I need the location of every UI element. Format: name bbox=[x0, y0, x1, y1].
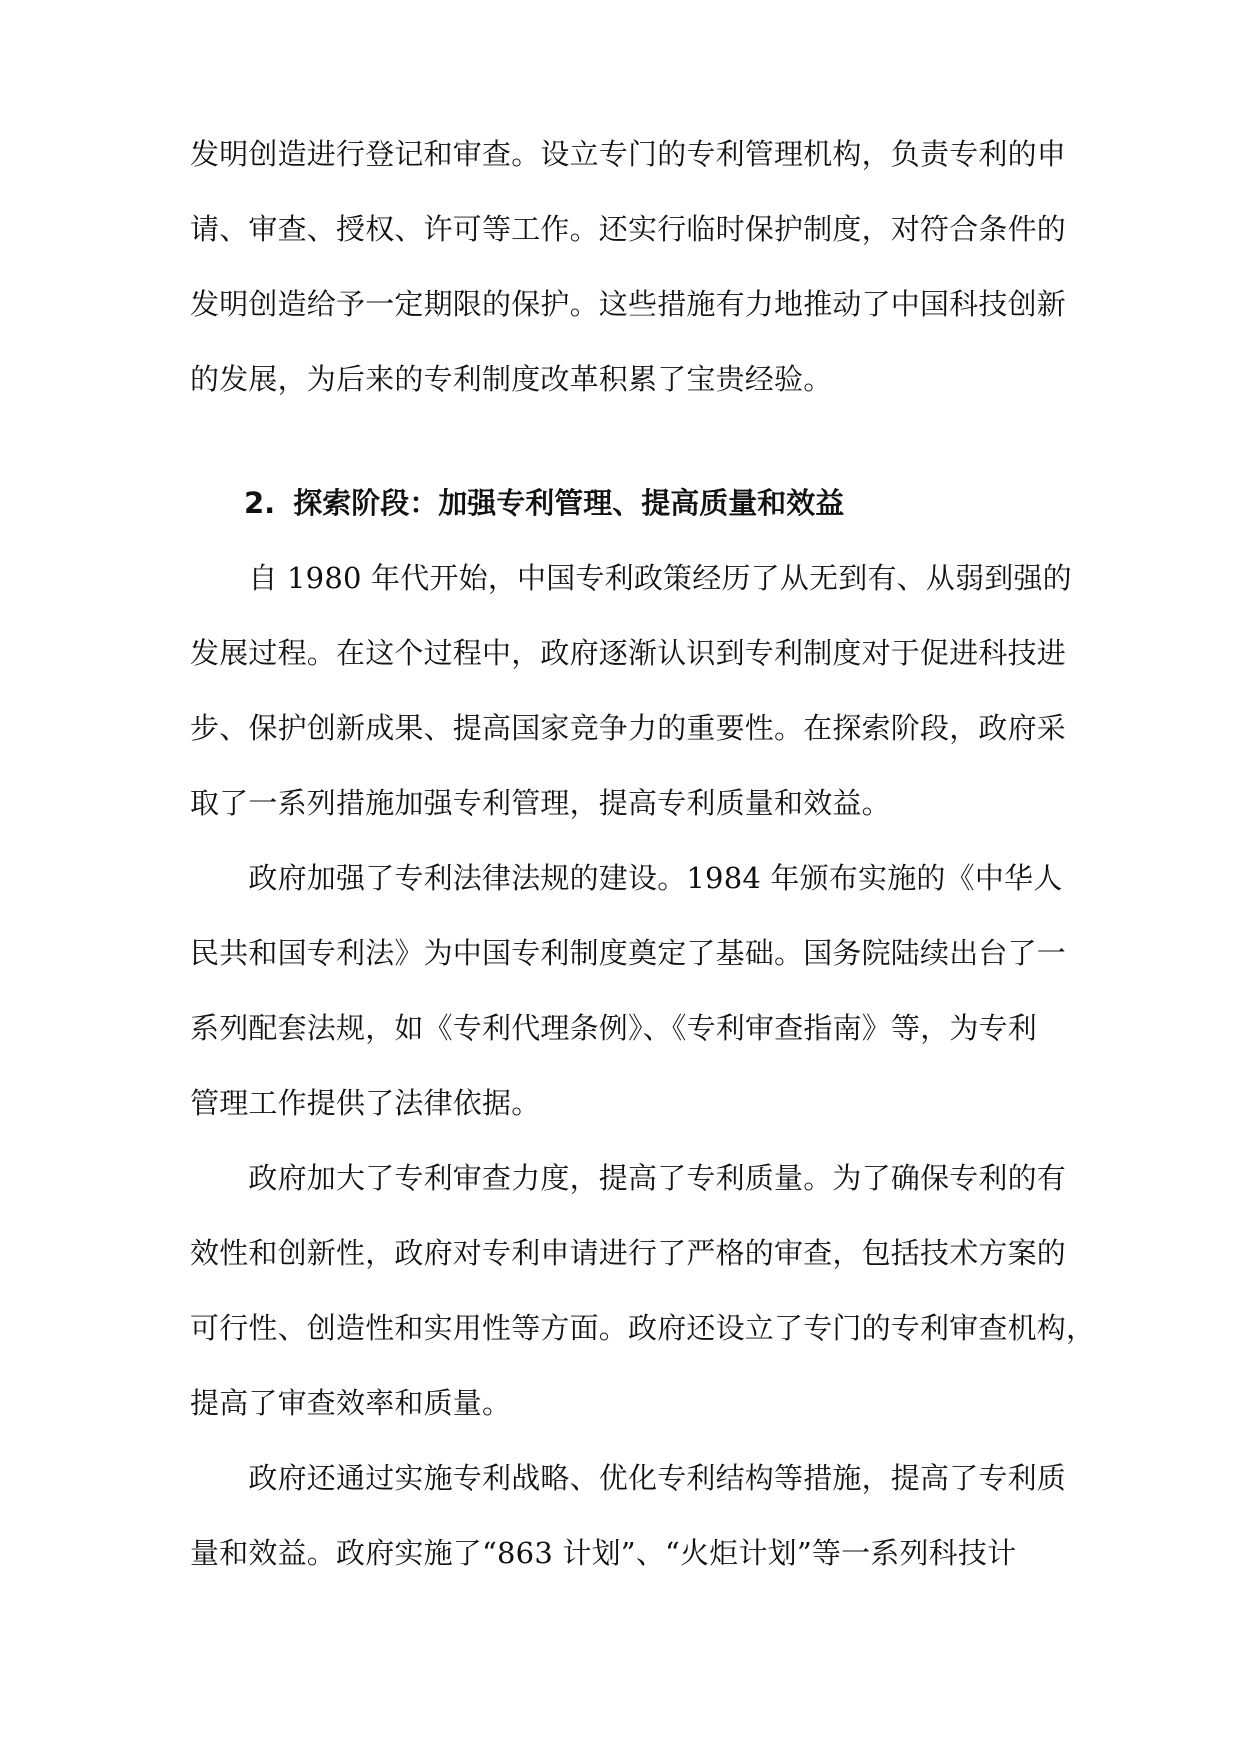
text-line: 政府加强了专利法律法规的建设。1984 年颁布实施的《中华人 bbox=[190, 861, 1063, 895]
text-line: 民共和国专利法》为中国专利制度奠定了基础。国务院陆续出台了一 bbox=[190, 936, 1067, 970]
text-line: 可行性、创造性和实用性等方面。政府还设立了专门的专利审查机构， bbox=[190, 1311, 1096, 1345]
text-line: 发明创造进行登记和审查。设立专门的专利管理机构，负责专利的申 bbox=[190, 137, 1067, 171]
text-line: 政府加大了专利审查力度，提高了专利质量。为了确保专利的有 bbox=[190, 1161, 1067, 1195]
text-line: 发展过程。在这个过程中，政府逐渐认识到专利制度对于促进科技进 bbox=[190, 636, 1067, 670]
section-heading bbox=[244, 483, 844, 523]
section-number: 2. bbox=[244, 486, 276, 520]
text-line: 管理工作提供了法律依据。 bbox=[190, 1086, 541, 1120]
text-line: 步、保护创新成果、提高国家竞争力的重要性。在探索阶段，政府采 bbox=[190, 711, 1067, 745]
section-title: 探索阶段：加强专利管理、提高质量和效益 bbox=[293, 486, 845, 520]
text-line: 效性和创新性，政府对专利申请进行了严格的审查，包括技术方案的 bbox=[190, 1236, 1067, 1270]
text-line: 请、审查、授权、许可等工作。还实行临时保护制度，对符合条件的 bbox=[190, 212, 1067, 246]
text-line: 量和效益。政府实施了“863 计划”、“火炬计划”等一系列科技计 bbox=[190, 1536, 1017, 1570]
text-line: 取了一系列措施加强专利管理，提高专利质量和效益。 bbox=[190, 786, 891, 820]
text-line: 提高了审查效率和质量。 bbox=[190, 1386, 512, 1420]
text-line: 政府还通过实施专利战略、优化专利结构等措施，提高了专利质 bbox=[190, 1461, 1067, 1495]
text-line: 发明创造给予一定期限的保护。这些措施有力地推动了中国科技创新 bbox=[190, 287, 1067, 321]
text-line: 系列配套法规，如《专利代理条例》、《专利审查指南》等，为专利 bbox=[190, 1011, 1038, 1045]
text-line: 自 1980 年代开始，中国专利政策经历了从无到有、从弱到强的 bbox=[190, 561, 1072, 595]
text-line: 的发展，为后来的专利制度改革积累了宝贵经验。 bbox=[190, 362, 833, 396]
